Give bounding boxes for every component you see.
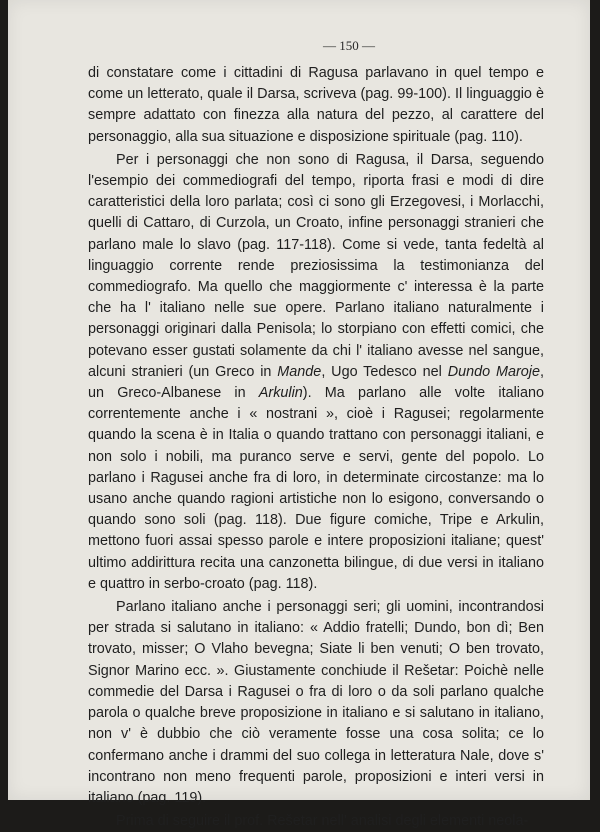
paragraph-1 xyxy=(88,63,544,148)
text-segment: Per i personaggi che non sono di Ragusa, il Darsa, seguendo l'esempio dei commediografi del tempo, riporta frasi e modi di dire caratteristici della loro parlata; così ci sono gli Erzegovesi, i Morlacchi, quelli di Cattaro, di Curzola, un Croato, infine personaggi stranieri che parlano male lo slavo (pag. 117-118). Come si vede, tanta fedeltà al linguaggio corrente rende preziosissima la testimonianza del commediografo. Ma quello che maggiormente c' interessa è la parte che ha l' italiano nelle sue opere. Parlano italiano naturalmente i personaggi originari dalla Penisola; lo storpiano con effetti comici, che potevano esser gustati solamente da chi l' italiano avesse nel sangue, alcuni stranieri (un Greco in xyxy=(88,151,544,380)
title-mande: Mande xyxy=(277,363,322,380)
title-dundo-maroje: Dundo Maroje xyxy=(447,363,540,380)
title-arkulin: Arkulin xyxy=(258,385,303,402)
paragraph-4 xyxy=(88,811,544,832)
text-segment: Prima di seguire il prof. Rešetar nell' analisi degli elementi neola- xyxy=(116,813,529,830)
text-segment: Parlano italiano anche i personaggi seri; gli uomini, incontrandosi per strada si salutano in italiano: « Addio fratelli; Dundo, bon dì; Ben trovato, misser; O Vlaho bevegna; Siate li ben venuti; O ben trovato, Signor Marino ecc. ». Giustamente conchiude il Rešetar: Poichè nelle commedie del Darsa i Ragusei o fra di loro o da soli parlano qualche parola o qualche breve proposizione in italiano e si salutano in italiano, non v' è dubbio che ciò veramente fosse una cosa solita; ce lo confermano anche i drammi del suo collega in letteratura Nale, dove s' incontrano non meno frequenti parole, proposizioni e interi versi in italiano (pag. 119). xyxy=(88,599,544,806)
paragraph-2 xyxy=(88,150,544,595)
text-segment: , un Greco-Albanese in xyxy=(88,363,544,402)
text-segment: di constatare come i cittadini di Ragusa parlavano in quel tempo e come un letterato, quale il Darsa, scriveva (pag. 99-100). Il linguaggio è sempre adattato con finezza alla natura del pezzo, al carattere del personaggio, alla sua situazione e disposizione spirituale (pag. 110). xyxy=(88,65,544,145)
book-page xyxy=(8,0,590,830)
paragraph-3 xyxy=(88,597,544,809)
body-text xyxy=(88,63,544,832)
text-segment: , Ugo Tedesco nel xyxy=(321,363,448,380)
text-segment: ). Ma parlano alle volte italiano correntemente anche i « nostrani », cioè i Ragusei; regolarmente quando la scena è in Italia o quando trattano con personaggi italiani, e non solo i nobili, ma puranco serve e servi, gente del popolo. Lo parlano i Ragusei anche fra di loro, in determinate circostanze: ma lo usano anche quando ragioni artistiche non lo esigono, conversando o quando sono soli (pag. 118). Due figure comiche, Tripe e Arkulin, mettono fuori assai spesso parole e intere proposizioni italiane; quest' ultimo addirittura recita una canzonetta bilingue, di due versi in italiano e quattro in serbo-croato (pag. 118). xyxy=(88,385,544,592)
page-number: — 150 — xyxy=(323,38,375,53)
